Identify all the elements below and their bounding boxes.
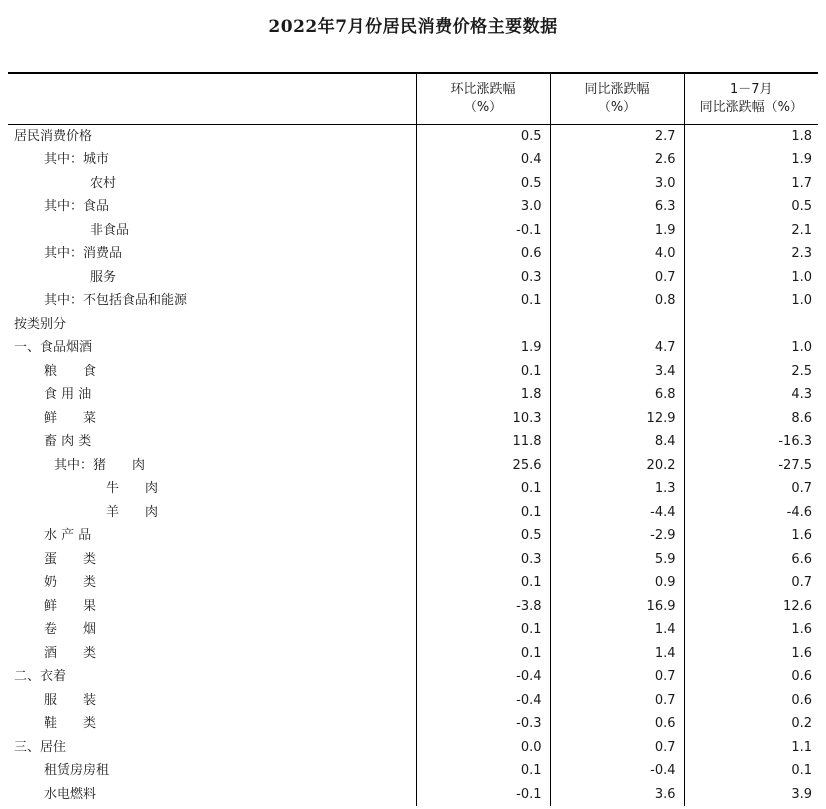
table-header <box>8 73 818 124</box>
row-label: 农村 <box>8 172 416 196</box>
cell-yoy-change: 20.2 <box>550 454 684 478</box>
cell-ytd-change: 0.7 <box>791 481 812 496</box>
cell-mom-change: 0.6 <box>416 242 550 266</box>
cell-yoy-change: 5.9 <box>550 548 684 572</box>
row-label: 租赁房房租 <box>8 759 416 783</box>
cell-yoy-change: 1.9 <box>550 219 684 243</box>
row-label: 其中：不包括食品和能源 <box>8 289 416 313</box>
cell-mom-change: 0.1 <box>416 289 550 313</box>
row-label: 一、食品烟酒 <box>8 336 416 360</box>
cell-ytd-change: -27.5 <box>778 457 812 473</box>
cell-yoy-change: 4.7 <box>550 336 684 360</box>
cell-ytd-change: 8.6 <box>791 410 812 426</box>
header-ytd-title: 同比涨跌幅（%） <box>699 99 803 115</box>
cell-mom-change <box>416 313 550 337</box>
table-row <box>8 360 818 384</box>
document-title: 2022年7月份居民消费价格主要数据 <box>268 17 558 37</box>
header-mom-title: 环比涨跌幅 <box>450 81 516 97</box>
cell-mom-change: 0.1 <box>416 360 550 384</box>
row-label: 鲜 菜 <box>8 407 416 431</box>
cell-ytd-change: 1.0 <box>791 340 812 355</box>
cell-mom-change: 0.5 <box>416 124 550 148</box>
table-row <box>8 195 818 219</box>
table-row <box>8 289 818 313</box>
row-label: 其中：城市 <box>8 148 416 172</box>
table-row <box>8 172 818 196</box>
cell-yoy-change: 2.7 <box>550 124 684 148</box>
header-mom-unit: （%） <box>463 99 503 115</box>
cell-ytd-change: -16.3 <box>778 434 812 449</box>
row-label: 服务 <box>8 266 416 290</box>
cell-yoy-change: 0.6 <box>550 712 684 736</box>
table-row <box>8 689 818 713</box>
table-body <box>8 124 818 806</box>
table-row <box>8 524 818 548</box>
cell-yoy-change: 0.8 <box>550 289 684 313</box>
cell-mom-change: -0.4 <box>416 665 550 689</box>
cell-mom-change: 0.1 <box>416 501 550 525</box>
cell-ytd-change: 6.6 <box>791 551 812 567</box>
cell-ytd-change: 1.8 <box>791 128 812 144</box>
cell-ytd-change: 1.9 <box>791 152 812 167</box>
row-label: 鞋 类 <box>8 712 416 736</box>
table-row <box>8 759 818 783</box>
cell-yoy-change: 0.7 <box>550 689 684 713</box>
cell-yoy-change: 1.4 <box>550 618 684 642</box>
cell-ytd-change: 0.5 <box>791 199 812 214</box>
cell-mom-change: 0.1 <box>416 618 550 642</box>
table-row <box>8 219 818 243</box>
cell-ytd-change: 1.0 <box>791 293 812 308</box>
cell-mom-change: -0.1 <box>416 783 550 807</box>
cell-mom-change: 0.1 <box>416 571 550 595</box>
row-label: 蛋 类 <box>8 548 416 572</box>
table-row <box>8 407 818 431</box>
row-label: 奶 类 <box>8 571 416 595</box>
cell-mom-change: 0.1 <box>416 759 550 783</box>
cell-yoy-change: 1.4 <box>550 642 684 666</box>
row-label: 其中：食品 <box>8 195 416 219</box>
cell-mom-change: -3.8 <box>416 595 550 619</box>
cell-ytd-change: 1.6 <box>791 622 812 637</box>
table-row <box>8 501 818 525</box>
cell-mom-change: -0.4 <box>416 689 550 713</box>
table-row <box>8 430 818 454</box>
row-label: 粮 食 <box>8 360 416 384</box>
cell-ytd-change: 1.0 <box>791 269 812 285</box>
cell-mom-change: 0.1 <box>416 642 550 666</box>
cpi-data-table <box>8 72 818 806</box>
row-label: 其中：猪 肉 <box>8 454 416 478</box>
row-label: 水电燃料 <box>8 783 416 807</box>
cell-yoy-change: 0.9 <box>550 571 684 595</box>
cell-yoy-change: 3.6 <box>550 783 684 807</box>
cell-mom-change: 11.8 <box>416 430 550 454</box>
cell-ytd-change: 0.6 <box>791 669 812 684</box>
table-row <box>8 477 818 501</box>
cell-mom-change: 0.4 <box>416 148 550 172</box>
cell-yoy-change: 4.0 <box>550 242 684 266</box>
cell-mom-change: 0.5 <box>416 524 550 548</box>
cell-mom-change: 0.0 <box>416 736 550 760</box>
table-row <box>8 124 818 148</box>
cell-mom-change: 25.6 <box>416 454 550 478</box>
row-label: 鲜 果 <box>8 595 416 619</box>
cell-yoy-change: 6.3 <box>550 195 684 219</box>
cell-ytd-change: 4.3 <box>791 387 812 402</box>
row-label: 酒 类 <box>8 642 416 666</box>
header-yoy-unit: （%） <box>597 99 637 115</box>
table-row <box>8 571 818 595</box>
cell-mom-change: 3.0 <box>416 195 550 219</box>
cell-yoy-change: 12.9 <box>550 407 684 431</box>
row-label: 畜 肉 类 <box>8 430 416 454</box>
table-row <box>8 242 818 266</box>
cell-ytd-change: 3.9 <box>791 786 812 802</box>
cell-mom-change: -0.1 <box>416 219 550 243</box>
cell-ytd-change: 0.1 <box>791 763 812 778</box>
cell-ytd-change: 0.7 <box>791 575 812 590</box>
cell-ytd-change: 1.1 <box>791 739 812 755</box>
row-label: 牛 肉 <box>8 477 416 501</box>
cell-mom-change: 0.5 <box>416 172 550 196</box>
cell-ytd-change: 1.7 <box>791 175 812 191</box>
cell-yoy-change: 0.7 <box>550 665 684 689</box>
cell-mom-change: 1.9 <box>416 336 550 360</box>
cpi-table-container <box>8 72 818 806</box>
header-row <box>8 73 818 124</box>
header-yoy-title: 同比涨跌幅 <box>584 81 650 97</box>
cell-yoy-change <box>550 313 684 337</box>
cell-mom-change: 0.3 <box>416 266 550 290</box>
cell-yoy-change: -4.4 <box>550 501 684 525</box>
table-row <box>8 783 818 807</box>
row-label: 水 产 品 <box>8 524 416 548</box>
row-label: 服 装 <box>8 689 416 713</box>
cell-mom-change: 0.3 <box>416 548 550 572</box>
table-row <box>8 712 818 736</box>
table-row <box>8 618 818 642</box>
cell-yoy-change: 2.6 <box>550 148 684 172</box>
cell-ytd-change <box>684 313 818 337</box>
cell-mom-change: 0.1 <box>416 477 550 501</box>
table-row <box>8 454 818 478</box>
cell-yoy-change: 3.4 <box>550 360 684 384</box>
table-row <box>8 736 818 760</box>
header-yoy <box>550 73 684 124</box>
cell-ytd-change: 1.6 <box>791 528 812 543</box>
table-row <box>8 383 818 407</box>
header-ytd <box>684 73 818 124</box>
cell-ytd-change: 1.6 <box>791 645 812 661</box>
cell-ytd-change: 2.3 <box>791 246 812 261</box>
row-label: 按类别分 <box>8 313 416 337</box>
row-label: 其中：消费品 <box>8 242 416 266</box>
cell-yoy-change: 0.7 <box>550 736 684 760</box>
cell-mom-change: -0.3 <box>416 712 550 736</box>
cell-yoy-change: 16.9 <box>550 595 684 619</box>
table-row <box>8 595 818 619</box>
table-row <box>8 148 818 172</box>
cell-ytd-change: 0.2 <box>791 716 812 731</box>
cell-mom-change: 10.3 <box>416 407 550 431</box>
table-row <box>8 336 818 360</box>
row-label: 食 用 油 <box>8 383 416 407</box>
table-row <box>8 665 818 689</box>
row-label: 羊 肉 <box>8 501 416 525</box>
cell-ytd-change: 2.1 <box>791 222 812 238</box>
row-label: 居民消费价格 <box>8 124 416 148</box>
header-mom <box>416 73 550 124</box>
cell-ytd-change: 2.5 <box>791 363 812 379</box>
header-label-column <box>8 73 416 124</box>
cell-ytd-change: -4.6 <box>786 504 812 520</box>
row-label: 二、衣着 <box>8 665 416 689</box>
table-row <box>8 642 818 666</box>
header-ytd-period: 1－7月 <box>729 81 773 97</box>
table-row <box>8 548 818 572</box>
cell-yoy-change: 8.4 <box>550 430 684 454</box>
row-label: 卷 烟 <box>8 618 416 642</box>
cell-yoy-change: 1.3 <box>550 477 684 501</box>
table-row <box>8 266 818 290</box>
cell-yoy-change: 6.8 <box>550 383 684 407</box>
cell-yoy-change: 3.0 <box>550 172 684 196</box>
cell-ytd-change: 0.6 <box>791 692 812 708</box>
row-label: 三、居住 <box>8 736 416 760</box>
cell-yoy-change: 0.7 <box>550 266 684 290</box>
cell-ytd-change: 12.6 <box>783 598 812 614</box>
cell-mom-change: 1.8 <box>416 383 550 407</box>
row-label: 非食品 <box>8 219 416 243</box>
cell-yoy-change: -0.4 <box>550 759 684 783</box>
cell-yoy-change: -2.9 <box>550 524 684 548</box>
table-row <box>8 313 818 337</box>
